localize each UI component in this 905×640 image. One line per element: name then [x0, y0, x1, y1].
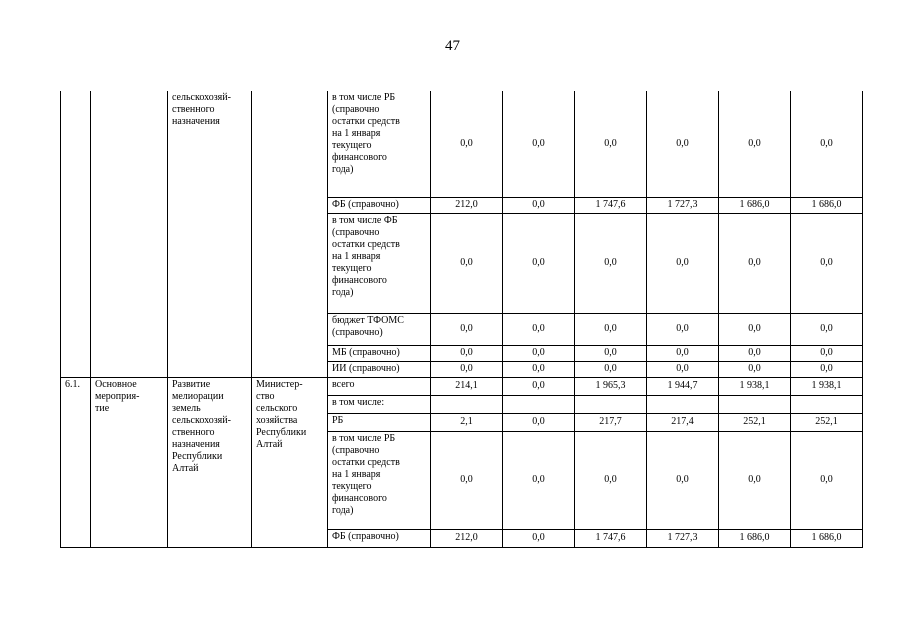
cell-executor: Министер- ство сельского хозяйства Республики Алтай	[252, 377, 328, 547]
cell-type: Основное мероприя- тие	[91, 377, 168, 547]
cell-value	[575, 395, 647, 413]
cell-value: 0,0	[575, 313, 647, 345]
cell-name: сельскохозяй- ственного назначения	[168, 91, 252, 377]
cell-value	[431, 395, 503, 413]
cell-source: в том числе РБ (справочно остатки средств на 1 января текущего финансового года)	[328, 91, 431, 197]
cell-value: 0,0	[719, 345, 791, 361]
table-row	[61, 377, 863, 395]
cell-value: 1 727,3	[647, 529, 719, 547]
cell-value: 0,0	[647, 431, 719, 529]
cell-value: 0,0	[719, 91, 791, 197]
cell-value: 0,0	[431, 361, 503, 377]
cell-value: 1 938,1	[719, 377, 791, 395]
cell-value: 0,0	[719, 313, 791, 345]
cell-value: 0,0	[503, 213, 575, 313]
cell-value: 0,0	[791, 431, 863, 529]
cell-value: 0,0	[791, 313, 863, 345]
cell-value: 1 747,6	[575, 197, 647, 213]
cell-value	[647, 395, 719, 413]
cell-value: 0,0	[503, 345, 575, 361]
cell-value: 0,0	[791, 361, 863, 377]
cell-value: 212,0	[431, 529, 503, 547]
cell-value: 0,0	[647, 313, 719, 345]
cell-value: 0,0	[575, 361, 647, 377]
cell-value: 0,0	[575, 91, 647, 197]
cell-value	[719, 395, 791, 413]
cell-source: в том числе РБ (справочно остатки средств на 1 января текущего финансового года)	[328, 431, 431, 529]
cell-value: 0,0	[575, 431, 647, 529]
cell-source: ИИ (справочно)	[328, 361, 431, 377]
cell-value: 0,0	[431, 213, 503, 313]
cell-value: 1 686,0	[791, 197, 863, 213]
cell-source: бюджет ТФОМС (справочно)	[328, 313, 431, 345]
cell-source: ФБ (справочно)	[328, 197, 431, 213]
cell-value: 217,4	[647, 413, 719, 431]
cell-value: 0,0	[719, 361, 791, 377]
cell-value: 0,0	[647, 213, 719, 313]
cell-value: 0,0	[575, 345, 647, 361]
table-row	[61, 91, 863, 197]
cell-value: 1 686,0	[719, 197, 791, 213]
budget-table	[60, 91, 863, 548]
cell-value: 0,0	[719, 213, 791, 313]
cell-value: 0,0	[431, 345, 503, 361]
cell-value: 0,0	[431, 91, 503, 197]
cell-source: в том числе:	[328, 395, 431, 413]
cell-value: 0,0	[503, 361, 575, 377]
cell-value: 1 747,6	[575, 529, 647, 547]
cell-value: 1 686,0	[719, 529, 791, 547]
cell-value: 0,0	[647, 361, 719, 377]
cell-source: всего	[328, 377, 431, 395]
cell-value: 1 686,0	[791, 529, 863, 547]
cell-value: 252,1	[791, 413, 863, 431]
cell-value: 1 727,3	[647, 197, 719, 213]
cell-value: 0,0	[503, 413, 575, 431]
cell-value: 0,0	[431, 313, 503, 345]
cell-value: 0,0	[719, 431, 791, 529]
cell-value: 1 938,1	[791, 377, 863, 395]
cell-executor	[252, 91, 328, 377]
cell-value: 0,0	[503, 313, 575, 345]
cell-source: ФБ (справочно)	[328, 529, 431, 547]
cell-value: 0,0	[791, 345, 863, 361]
cell-value: 0,0	[503, 377, 575, 395]
cell-source: МБ (справочно)	[328, 345, 431, 361]
cell-value: 0,0	[791, 213, 863, 313]
cell-value: 2,1	[431, 413, 503, 431]
cell-value: 0,0	[503, 91, 575, 197]
cell-type	[91, 91, 168, 377]
cell-value: 212,0	[431, 197, 503, 213]
cell-value: 1 965,3	[575, 377, 647, 395]
cell-value: 0,0	[503, 431, 575, 529]
page-number: 47	[445, 38, 460, 54]
cell-value	[791, 395, 863, 413]
cell-number: 6.1.	[61, 377, 91, 547]
cell-value: 0,0	[431, 431, 503, 529]
cell-value: 0,0	[647, 91, 719, 197]
cell-value: 214,1	[431, 377, 503, 395]
cell-value: 252,1	[719, 413, 791, 431]
cell-source: в том числе ФБ (справочно остатки средств на 1 января текущего финансового года)	[328, 213, 431, 313]
cell-source: РБ	[328, 413, 431, 431]
cell-value: 0,0	[647, 345, 719, 361]
cell-value: 217,7	[575, 413, 647, 431]
cell-value: 0,0	[503, 197, 575, 213]
cell-value: 0,0	[503, 529, 575, 547]
cell-value: 0,0	[575, 213, 647, 313]
cell-value	[503, 395, 575, 413]
cell-name: Развитие мелиорации земель сельскохозяй- ственного назначения Республики Алтай	[168, 377, 252, 547]
cell-value: 0,0	[791, 91, 863, 197]
cell-value: 1 944,7	[647, 377, 719, 395]
cell-number	[61, 91, 91, 377]
